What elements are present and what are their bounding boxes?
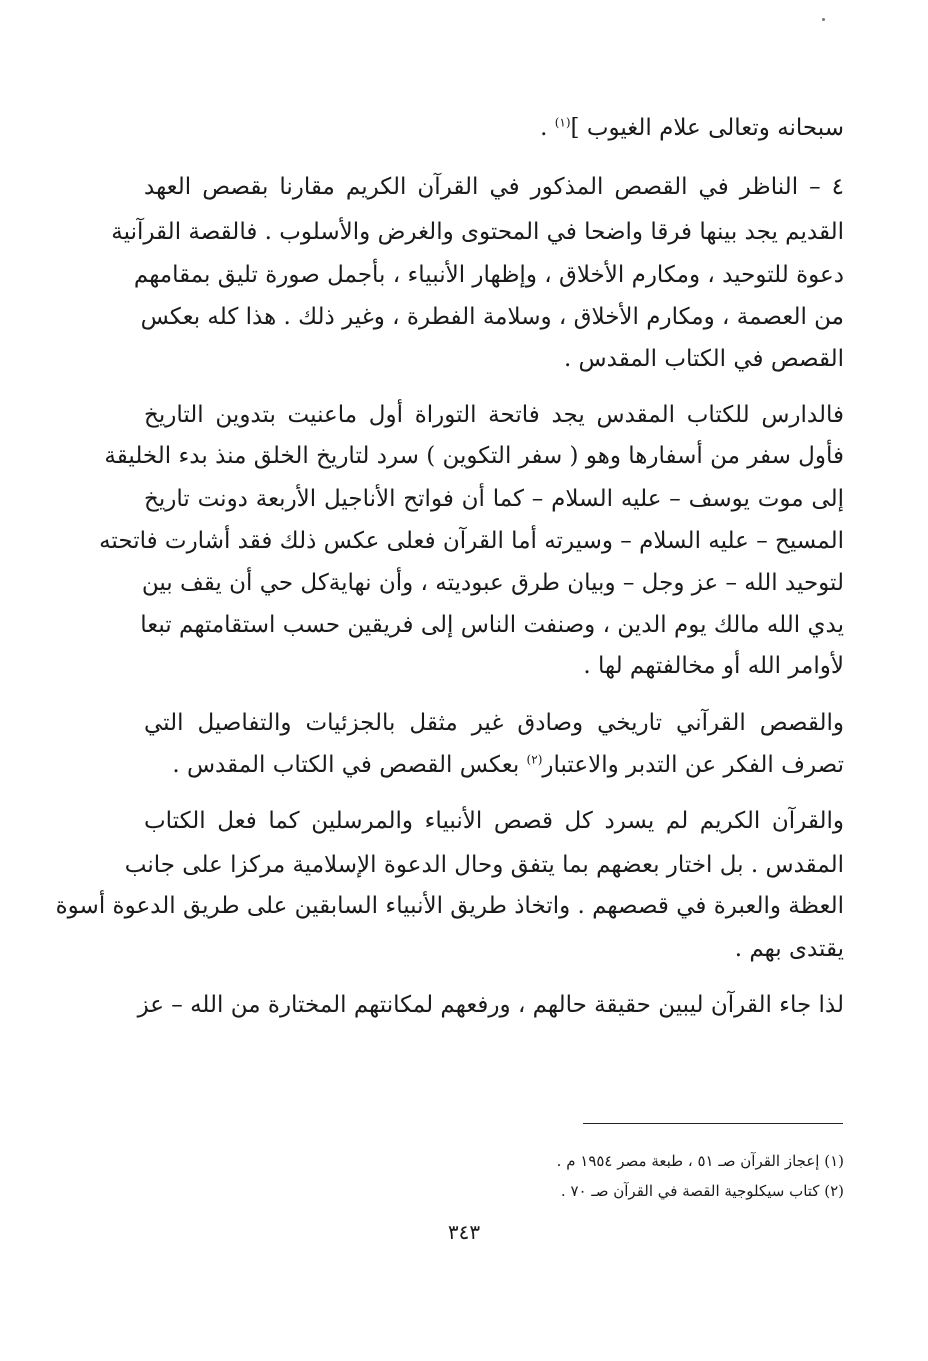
text-line: من العصمة ، ومكارم الأخلاق ، وسلامة الفطرة ، وغير ذلك . هذا كله بعكس: [140, 304, 844, 330]
text-line: إلى موت يوسف – عليه السلام – كما أن فواتح الأناجيل الأربعة دونت تاريخ: [144, 486, 844, 512]
text-line: القديم يجد بينها فرقا واضحا في المحتوى والغرض والأسلوب . فالقصة القرآنية: [111, 219, 844, 245]
text-line: والقرآن الكريم لم يسرد كل قصص الأنبياء والمرسلين كما فعل الكتاب: [144, 808, 844, 834]
text-line: فأول سفر من أسفارها وهو ( سفر التكوين ) سرد لتاريخ الخلق منذ بدء الخليقة: [104, 443, 844, 469]
text-line: ٤ – الناظر في القصص المذكور في القرآن الكريم مقارنا بقصص العهد: [144, 174, 844, 200]
footnote-ref-1: (١): [554, 115, 571, 130]
text-span: سبحانه وتعالى علام الغيوب ]: [570, 115, 844, 141]
text-line: [144, 750, 844, 780]
text-line: المسيح – عليه السلام – وسيرته أما القرآن فعلى عكس ذلك فقد أشارت فاتحته: [99, 528, 844, 554]
text-line: العظة والعبرة في قصصهم . واتخاذ طريق الأنبياء السابقين على طريق الدعوة أسوة: [55, 893, 844, 919]
text-line: يقتدى بهم .: [734, 936, 844, 962]
page-number: ٣٤٣: [447, 1220, 481, 1244]
text-line: القصص في الكتاب المقدس .: [563, 346, 844, 372]
text-line: والقصص القرآني تاريخي وصادق غير مثقل بالجزئيات والتفاصيل التي: [144, 710, 844, 736]
text-span: بعكس القصص في الكتاب المقدس .: [172, 752, 527, 778]
scan-speck: [822, 18, 825, 21]
text-line: المقدس . بل اختار بعضهم بما يتفق وحال الدعوة الإسلامية مركزا على جانب: [124, 852, 844, 878]
text-line: يدي الله مالك يوم الدين ، وصنفت الناس إلى فريقين حسب استقامتهم تبعا: [140, 612, 844, 638]
text-line: [144, 113, 844, 143]
footnote-ref-2: (٢): [526, 752, 543, 767]
text-line: فالدارس للكتاب المقدس يجد فاتحة التوراة أول ماعنيت بتدوين التاريخ: [144, 402, 844, 428]
text-line: لذا جاء القرآن ليبين حقيقة حالهم ، ورفعهم لمكانتهم المختارة من الله – عز: [137, 992, 844, 1018]
text-line: دعوة للتوحيد ، ومكارم الأخلاق ، وإظهار الأنبياء ، بأجمل صورة تليق بمقامهم: [133, 262, 844, 288]
text-span: .: [540, 115, 555, 141]
footnote-separator: [583, 1123, 843, 1124]
text-line: لأوامر الله أو مخالفتهم لها .: [583, 653, 844, 679]
footnote-2: (٢) كتاب سيكلوجية القصة في القرآن صـ ٧٠ .: [560, 1182, 844, 1200]
text-line: لتوحيد الله – عز وجل – وبيان طرق عبوديته ، وأن نهايةكل حي أن يقف بين: [141, 570, 844, 596]
footnote-1: (١) إعجاز القرآن صـ ٥١ ، طبعة مصر ١٩٥٤ م .: [556, 1152, 844, 1170]
text-span: تصرف الفكر عن التدبر والاعتبار: [542, 752, 844, 778]
